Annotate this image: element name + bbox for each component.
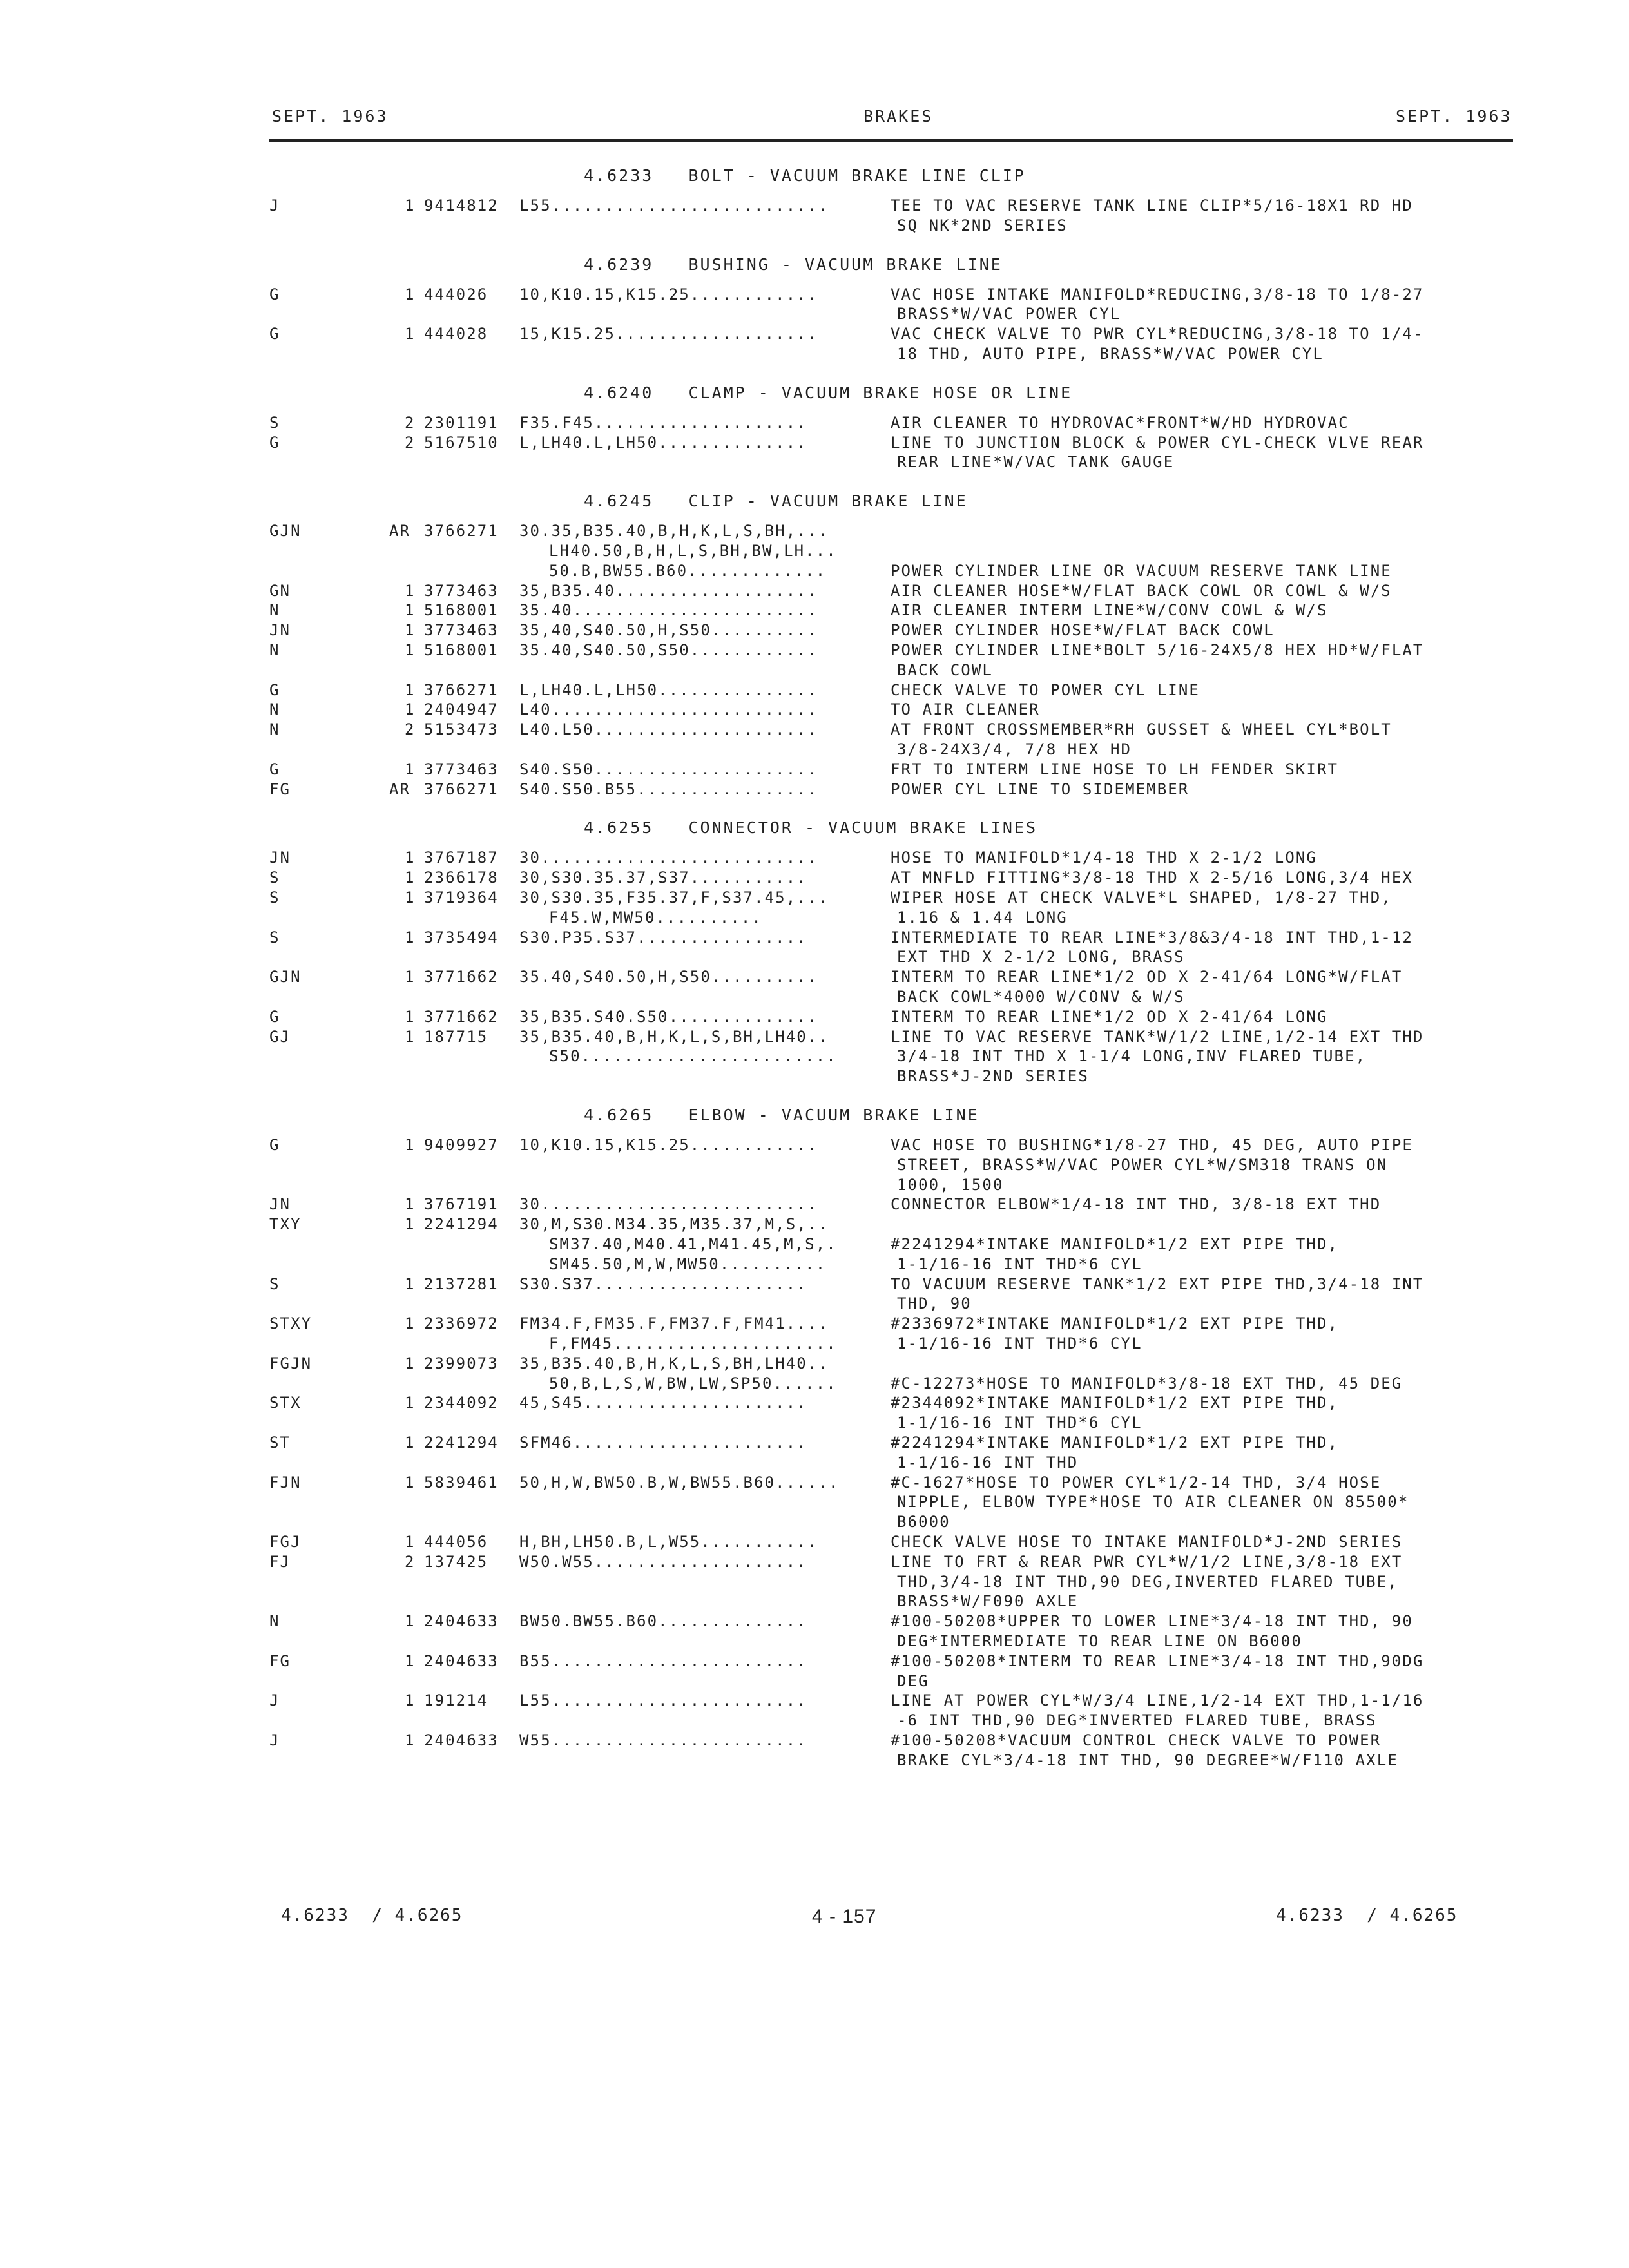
model-applicability: B55........................ <box>519 1651 807 1670</box>
part-number: 5168001 <box>424 601 499 620</box>
model-applicability: L55........................ <box>519 1691 807 1710</box>
part-description: 1000, 1500 <box>897 1175 1004 1194</box>
part-description: AIR CLEANER INTERM LINE*W/CONV COWL & W/S <box>891 601 1328 620</box>
model-applicability: L,LH40.L,LH50.............. <box>519 433 807 452</box>
quantity: AR <box>389 780 411 798</box>
model-applicability: 50,H,W,BW50.B,W,BW55.B60...... <box>519 1473 840 1492</box>
model-codes: FGJ <box>269 1533 302 1551</box>
model-applicability: 30,M,S30.M34.35,M35.37,M,S,.. <box>519 1215 829 1234</box>
model-applicability: 35,B35.40,B,H,K,L,S,BH,LH40.. <box>519 1027 829 1046</box>
part-number: 3766271 <box>424 522 499 541</box>
part-description: VAC CHECK VALVE TO PWR CYL*REDUCING,3/8-18 TO 1/4- <box>891 325 1424 343</box>
section-title: 4.6245 CLIP - VACUUM BRAKE LINE <box>584 492 968 511</box>
quantity: 1 <box>405 581 416 600</box>
model-codes: S <box>269 413 280 432</box>
part-description: BRASS*J-2ND SERIES <box>897 1067 1089 1086</box>
quantity: 1 <box>405 680 416 699</box>
part-description: BRASS*W/F090 AXLE <box>897 1592 1079 1611</box>
model-codes: S <box>269 1274 280 1293</box>
part-description: B6000 <box>897 1513 950 1532</box>
quantity: 1 <box>405 325 416 343</box>
model-applicability: S40.S50.B55................. <box>519 780 818 798</box>
model-codes: N <box>269 641 280 659</box>
model-applicability: 35,40,S40.50,H,S50.......... <box>519 621 818 640</box>
quantity: 1 <box>405 968 416 986</box>
part-description: BRASS*W/VAC POWER CYL <box>897 305 1121 323</box>
part-number: 3766271 <box>424 680 499 699</box>
model-codes: JN <box>269 849 291 867</box>
part-number: 3771662 <box>424 1007 499 1026</box>
quantity: AR <box>389 522 411 541</box>
quantity: 1 <box>405 601 416 620</box>
part-number: 2366178 <box>424 869 499 887</box>
model-applicability-cont: SM37.40,M40.41,M41.45,M,S,. <box>549 1235 837 1253</box>
model-codes: FG <box>269 780 291 798</box>
part-description: 1-1/16-16 INT THD*6 CYL <box>897 1254 1142 1273</box>
model-applicability: 15,K15.25................... <box>519 325 818 343</box>
model-codes: G <box>269 760 280 778</box>
part-number: 3771662 <box>424 968 499 986</box>
part-description: 1-1/16-16 INT THD <box>897 1453 1079 1472</box>
model-applicability: 30,S30.35,F35.37,F,S37.45,... <box>519 889 829 907</box>
model-applicability: W50.W55.................... <box>519 1552 807 1571</box>
part-number: 5153473 <box>424 720 499 739</box>
part-description: POWER CYLINDER LINE*BOLT 5/16-24X5/8 HEX HD*W/FLAT <box>891 641 1424 659</box>
footer-range-right: 4.6233 / 4.6265 <box>1276 1906 1458 1925</box>
model-applicability: BW50.BW55.B60.............. <box>519 1612 807 1631</box>
quantity: 1 <box>405 285 416 303</box>
model-codes: J <box>269 1691 280 1710</box>
footer-range-left: 4.6233 / 4.6265 <box>281 1906 463 1925</box>
model-codes: J <box>269 197 280 215</box>
model-applicability: 30,S30.35.37,S37........... <box>519 869 807 887</box>
part-number: 2404633 <box>424 1651 499 1670</box>
part-description: BACK COWL*4000 W/CONV & W/S <box>897 988 1185 1006</box>
part-description: AT MNFLD FITTING*3/8-18 THD X 2-5/16 LONG,3/4 HEX <box>891 869 1413 887</box>
part-description: THD, 90 <box>897 1294 972 1313</box>
part-description: TEE TO VAC RESERVE TANK LINE CLIP*5/16-18X1 RD HD <box>891 197 1413 215</box>
part-number: 137425 <box>424 1552 488 1571</box>
part-number: 3766271 <box>424 780 499 798</box>
quantity: 1 <box>405 1651 416 1670</box>
part-number: 3767187 <box>424 849 499 867</box>
part-number: 444056 <box>424 1533 488 1551</box>
model-applicability: L,LH40.L,LH50............... <box>519 680 818 699</box>
part-number: 2241294 <box>424 1215 499 1234</box>
model-codes: G <box>269 325 280 343</box>
part-number: 3773463 <box>424 760 499 778</box>
part-description: LINE AT POWER CYL*W/3/4 LINE,1/2-14 EXT THD,1-1/16 <box>891 1691 1424 1710</box>
model-applicability-cont: LH40.50,B,H,L,S,BH,BW,LH... <box>549 542 837 560</box>
part-number: 2404947 <box>424 700 499 719</box>
quantity: 1 <box>405 1434 416 1452</box>
model-codes: G <box>269 433 280 452</box>
model-applicability-cont: F45.W,MW50.......... <box>549 908 762 927</box>
model-codes: FG <box>269 1651 291 1670</box>
model-applicability: 30.......................... <box>519 1195 818 1214</box>
part-number: 191214 <box>424 1691 488 1710</box>
model-applicability: L40.L50..................... <box>519 720 818 739</box>
model-codes: S <box>269 889 280 907</box>
header-rule <box>269 139 1513 142</box>
quantity: 1 <box>405 1136 416 1154</box>
model-applicability: 35,B35.40,B,H,K,L,S,BH,LH40.. <box>519 1354 829 1372</box>
part-description: TO VACUUM RESERVE TANK*1/2 EXT PIPE THD,3/4-18 INT <box>891 1274 1424 1293</box>
part-description: FRT TO INTERM LINE HOSE TO LH FENDER SKIRT <box>891 760 1339 778</box>
model-codes: N <box>269 1612 280 1631</box>
model-applicability: 35.40....................... <box>519 601 818 620</box>
model-codes: S <box>269 869 280 887</box>
model-applicability: 35.40,S40.50,S50............ <box>519 641 818 659</box>
part-number: 5167510 <box>424 433 499 452</box>
part-description: THD,3/4-18 INT THD,90 DEG,INVERTED FLARED TUBE, <box>897 1572 1398 1591</box>
model-codes: G <box>269 680 280 699</box>
model-codes: N <box>269 720 280 739</box>
part-description: CONNECTOR ELBOW*1/4-18 INT THD, 3/8-18 EXT THD <box>891 1195 1382 1214</box>
quantity: 1 <box>405 1691 416 1710</box>
model-applicability-cont: 50.B,BW55.B60............. <box>549 561 827 580</box>
quantity: 1 <box>405 1533 416 1551</box>
part-description: SQ NK*2ND SERIES <box>897 216 1068 235</box>
part-number: 3773463 <box>424 581 499 600</box>
model-codes: GJN <box>269 968 302 986</box>
part-description: VAC HOSE INTAKE MANIFOLD*REDUCING,3/8-18 TO 1/8-27 <box>891 285 1424 303</box>
part-number: 5168001 <box>424 641 499 659</box>
part-number: 3719364 <box>424 889 499 907</box>
part-description: #C-12273*HOSE TO MANIFOLD*3/8-18 EXT THD, 45 DEG <box>891 1374 1403 1392</box>
part-description: BACK COWL <box>897 660 993 679</box>
model-applicability: 35,B35.40................... <box>519 581 818 600</box>
part-number: 9409927 <box>424 1136 499 1154</box>
model-applicability-cont: SM45.50,M,W,MW50.......... <box>549 1254 827 1273</box>
part-description: AIR CLEANER TO HYDROVAC*FRONT*W/HD HYDROVAC <box>891 413 1349 432</box>
part-number: 2241294 <box>424 1434 499 1452</box>
model-codes: FJN <box>269 1473 302 1492</box>
model-codes: G <box>269 1136 280 1154</box>
model-applicability: 10,K10.15,K15.25............ <box>519 1136 818 1154</box>
part-number: 2344092 <box>424 1394 499 1412</box>
model-codes: FJ <box>269 1552 291 1571</box>
model-codes: STXY <box>269 1314 313 1333</box>
model-codes: STX <box>269 1394 302 1412</box>
part-description: EXT THD X 2-1/2 LONG, BRASS <box>897 948 1185 966</box>
part-description: BRAKE CYL*3/4-18 INT THD, 90 DEGREE*W/F110 AXLE <box>897 1751 1398 1769</box>
part-description: 3/4-18 INT THD X 1-1/4 LONG,INV FLARED TUBE, <box>897 1047 1367 1066</box>
part-description: #100-50208*INTERM TO REAR LINE*3/4-18 INT THD,90DG <box>891 1651 1424 1670</box>
model-applicability: F35.F45.................... <box>519 413 807 432</box>
model-applicability: FM34.F,FM35.F,FM37.F,FM41.... <box>519 1314 829 1333</box>
quantity: 1 <box>405 1354 416 1372</box>
part-description: CHECK VALVE TO POWER CYL LINE <box>891 680 1200 699</box>
quantity: 1 <box>405 621 416 640</box>
model-applicability-cont: 50,B,L,S,W,BW,LW,SP50...... <box>549 1374 837 1392</box>
part-number: 2301191 <box>424 413 499 432</box>
section-title: 4.6233 BOLT - VACUUM BRAKE LINE CLIP <box>584 166 1026 185</box>
quantity: 1 <box>405 1473 416 1492</box>
part-description: LINE TO FRT & REAR PWR CYL*W/1/2 LINE,3/8-18 EXT <box>891 1552 1403 1571</box>
model-codes: JN <box>269 1195 291 1214</box>
part-description: INTERMEDIATE TO REAR LINE*3/8&3/4-18 INT THD,1-12 <box>891 928 1413 947</box>
part-number: 2404633 <box>424 1612 499 1631</box>
model-applicability: L55.......................... <box>519 197 829 215</box>
part-description: DEG <box>897 1671 929 1690</box>
part-description: TO AIR CLEANER <box>891 700 1040 719</box>
quantity: 1 <box>405 1007 416 1026</box>
model-codes: S <box>269 928 280 947</box>
model-applicability: 10,K10.15,K15.25............ <box>519 285 818 303</box>
model-applicability: H,BH,LH50.B,L,W55........... <box>519 1533 818 1551</box>
model-applicability: S40.S50..................... <box>519 760 818 778</box>
part-description: POWER CYLINDER HOSE*W/FLAT BACK COWL <box>891 621 1275 640</box>
page-number: 4 - 157 <box>812 1906 877 1927</box>
quantity: 1 <box>405 1731 416 1749</box>
quantity: 1 <box>405 889 416 907</box>
quantity: 1 <box>405 928 416 947</box>
model-applicability: L40......................... <box>519 700 818 719</box>
model-codes: J <box>269 1731 280 1749</box>
part-description: #100-50208*VACUUM CONTROL CHECK VALVE TO POWER <box>891 1731 1382 1749</box>
part-description: 3/8-24X3/4, 7/8 HEX HD <box>897 740 1132 758</box>
quantity: 1 <box>405 1195 416 1214</box>
part-description: #2241294*INTAKE MANIFOLD*1/2 EXT PIPE THD, <box>891 1434 1339 1452</box>
part-description: CHECK VALVE HOSE TO INTAKE MANIFOLD*J-2ND SERIES <box>891 1533 1403 1551</box>
part-number: 444026 <box>424 285 488 303</box>
part-number: 9414812 <box>424 197 499 215</box>
quantity: 1 <box>405 700 416 719</box>
part-description: AT FRONT CROSSMEMBER*RH GUSSET & WHEEL CYL*BOLT <box>891 720 1392 739</box>
part-number: 2404633 <box>424 1731 499 1749</box>
part-description: REAR LINE*W/VAC TANK GAUGE <box>897 453 1175 472</box>
quantity: 1 <box>405 1027 416 1046</box>
part-description: NIPPLE, ELBOW TYPE*HOSE TO AIR CLEANER ON 85500* <box>897 1493 1409 1512</box>
model-applicability: 30.......................... <box>519 849 818 867</box>
model-applicability: SFM46...................... <box>519 1434 807 1452</box>
part-description: INTERM TO REAR LINE*1/2 OD X 2-41/64 LONG*W/FLAT <box>891 968 1403 986</box>
part-description: VAC HOSE TO BUSHING*1/8-27 THD, 45 DEG, AUTO PIPE <box>891 1136 1413 1154</box>
model-applicability: S30.P35.S37................ <box>519 928 807 947</box>
header-date-right: SEPT. 1963 <box>1396 107 1512 126</box>
part-number: 3767191 <box>424 1195 499 1214</box>
part-description: INTERM TO REAR LINE*1/2 OD X 2-41/64 LONG <box>891 1007 1328 1026</box>
header-date-left: SEPT. 1963 <box>272 107 389 126</box>
quantity: 2 <box>405 413 416 432</box>
part-description: AIR CLEANER HOSE*W/FLAT BACK COWL OR COWL & W/S <box>891 581 1392 600</box>
model-applicability: 30.35,B35.40,B,H,K,L,S,BH,... <box>519 522 829 541</box>
model-codes: G <box>269 1007 280 1026</box>
part-description: 1-1/16-16 INT THD*6 CYL <box>897 1334 1142 1352</box>
part-number: 3735494 <box>424 928 499 947</box>
part-description: LINE TO JUNCTION BLOCK & POWER CYL-CHECK VLVE REAR <box>891 433 1424 452</box>
model-codes: JN <box>269 621 291 640</box>
model-codes: G <box>269 285 280 303</box>
header-section-title: BRAKES <box>863 107 934 126</box>
model-applicability: W55........................ <box>519 1731 807 1749</box>
model-codes: TXY <box>269 1215 302 1234</box>
model-applicability: 35,B35.S40.S50.............. <box>519 1007 818 1026</box>
model-codes: N <box>269 700 280 719</box>
quantity: 2 <box>405 433 416 452</box>
model-codes: ST <box>269 1434 291 1452</box>
part-number: 2399073 <box>424 1354 499 1372</box>
part-description: 1.16 & 1.44 LONG <box>897 908 1068 927</box>
part-description: 18 THD, AUTO PIPE, BRASS*W/VAC POWER CYL <box>897 345 1324 363</box>
part-number: 2137281 <box>424 1274 499 1293</box>
part-description: #2344092*INTAKE MANIFOLD*1/2 EXT PIPE THD, <box>891 1394 1339 1412</box>
section-title: 4.6240 CLAMP - VACUUM BRAKE HOSE OR LINE <box>584 383 1073 402</box>
model-codes: GJ <box>269 1027 291 1046</box>
part-description: POWER CYLINDER LINE OR VACUUM RESERVE TANK LINE <box>891 561 1392 580</box>
part-description: DEG*INTERMEDIATE TO REAR LINE ON B6000 <box>897 1632 1302 1650</box>
section-title: 4.6239 BUSHING - VACUUM BRAKE LINE <box>584 255 1003 274</box>
section-title: 4.6265 ELBOW - VACUUM BRAKE LINE <box>584 1106 979 1124</box>
part-description: #100-50208*UPPER TO LOWER LINE*3/4-18 INT THD, 90 <box>891 1612 1413 1631</box>
part-description: HOSE TO MANIFOLD*1/4-18 THD X 2-1/2 LONG <box>891 849 1317 867</box>
part-description: STREET, BRASS*W/VAC POWER CYL*W/SM318 TRANS ON <box>897 1155 1388 1174</box>
part-description: #C-1627*HOSE TO POWER CYL*1/2-14 THD, 3/4 HOSE <box>891 1473 1382 1492</box>
model-applicability-cont: F,FM45..................... <box>549 1334 837 1352</box>
section-title: 4.6255 CONNECTOR - VACUUM BRAKE LINES <box>584 818 1037 838</box>
part-number: 5839461 <box>424 1473 499 1492</box>
model-codes: GN <box>269 581 291 600</box>
quantity: 1 <box>405 197 416 215</box>
part-description: 1-1/16-16 INT THD*6 CYL <box>897 1414 1142 1432</box>
quantity: 1 <box>405 760 416 778</box>
quantity: 1 <box>405 869 416 887</box>
quantity: 1 <box>405 849 416 867</box>
model-codes: FGJN <box>269 1354 313 1372</box>
part-number: 3773463 <box>424 621 499 640</box>
quantity: 2 <box>405 720 416 739</box>
quantity: 1 <box>405 1612 416 1631</box>
part-number: 2336972 <box>424 1314 499 1333</box>
part-description: WIPER HOSE AT CHECK VALVE*L SHAPED, 1/8-27 THD, <box>891 889 1392 907</box>
part-description: LINE TO VAC RESERVE TANK*W/1/2 LINE,1/2-14 EXT THD <box>891 1027 1424 1046</box>
quantity: 1 <box>405 1314 416 1333</box>
part-description: POWER CYL LINE TO SIDEMEMBER <box>891 780 1190 798</box>
model-codes: N <box>269 601 280 620</box>
model-codes: GJN <box>269 522 302 541</box>
part-number: 444028 <box>424 325 488 343</box>
model-applicability-cont: S50........................ <box>549 1047 837 1066</box>
quantity: 1 <box>405 1274 416 1293</box>
quantity: 1 <box>405 1394 416 1412</box>
part-description: #2241294*INTAKE MANIFOLD*1/2 EXT PIPE THD, <box>891 1235 1339 1253</box>
quantity: 2 <box>405 1552 416 1571</box>
model-applicability: 45,S45..................... <box>519 1394 807 1412</box>
part-description: -6 INT THD,90 DEG*INVERTED FLARED TUBE, BRASS <box>897 1711 1377 1730</box>
model-applicability: 35.40,S40.50,H,S50.......... <box>519 968 818 986</box>
part-number: 187715 <box>424 1027 488 1046</box>
part-description: #2336972*INTAKE MANIFOLD*1/2 EXT PIPE THD, <box>891 1314 1339 1333</box>
quantity: 1 <box>405 641 416 659</box>
model-applicability: S30.S37.................... <box>519 1274 807 1293</box>
quantity: 1 <box>405 1215 416 1234</box>
